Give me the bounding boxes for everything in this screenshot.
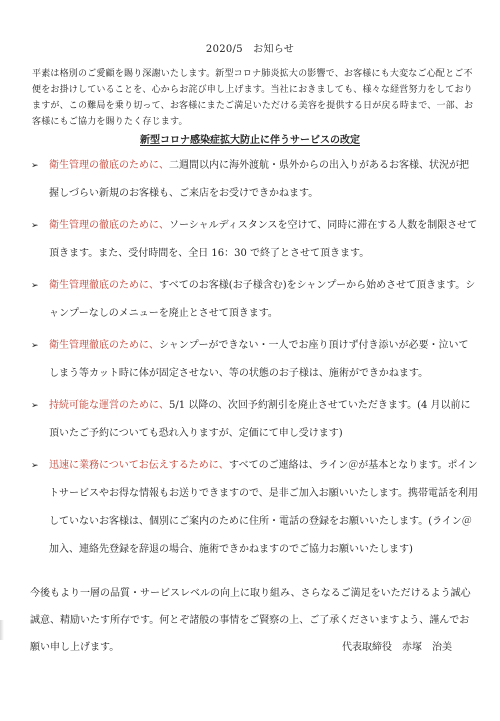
item-lead: 衛生管理徹底のために、 bbox=[49, 280, 159, 291]
item-body: すべてのご連絡は、ライン＠が基本となります。ポイントサービスやお得な情報もお送りできますので、是非ご加入お願いいたします。携帯電話を利用していないお客様は、個別にご案内のために住所・電話の登録をお願いいたします。(ライン＠加入、連絡先登録を辞退の場合、施術できかねますのでご協力お願いいたします) bbox=[49, 460, 478, 555]
item-body: 5/1 以降の、次回予約割引を廃止させていただきます。(4 月以前に頂いたご予約についても恐れ入りますが、定価にて申し受けます) bbox=[49, 400, 471, 439]
item-lead: 衛生管理の徹底のために、 bbox=[49, 160, 169, 171]
service-change-list bbox=[30, 152, 478, 568]
item-body: ソーシャルディスタンスを空けて、同時に滞在する人数を制限させて頂きます。また、受付時間を、全日 16：30 で終了とさせて頂きます。 bbox=[49, 220, 478, 259]
item-lead: 衛生管理徹底のために、 bbox=[49, 340, 159, 351]
list-item bbox=[30, 332, 478, 388]
arrow-bullet-icon: ➢ bbox=[31, 161, 39, 171]
item-body: シャンプーができない・一人でお座り頂けず付き添いが必要・泣いてしまう等カット時に体が固定させない、等の状態のお子様は、施術ができかねます。 bbox=[49, 340, 469, 379]
item-lead: 迅速に業務についてお伝えするために、 bbox=[49, 460, 229, 471]
arrow-bullet-icon: ➢ bbox=[31, 461, 39, 471]
item-body: すべてのお客様(お子様含む)をシャンプーから始めさせて頂きます。シャンプーなしのメニューを廃止とさせて頂きます。 bbox=[49, 280, 476, 319]
item-body: 二週間以内に海外渡航・県外からの出入りがあるお客様、状況が把握しづらい新規のお客様も、ご来店をお受けできかねます。 bbox=[49, 160, 469, 199]
arrow-bullet-icon: ➢ bbox=[31, 401, 39, 411]
list-item bbox=[30, 392, 478, 448]
notice-date-title: 2020/5 お知らせ bbox=[205, 44, 295, 55]
list-item bbox=[30, 212, 478, 268]
arrow-bullet-icon: ➢ bbox=[31, 221, 39, 231]
item-lead: 衛生管理の徹底のために、 bbox=[49, 220, 169, 231]
arrow-bullet-icon: ➢ bbox=[31, 281, 39, 291]
section-heading bbox=[0, 131, 500, 146]
section-heading-text: 新型コロナ感染症拡大防止に伴うサービスの改定 bbox=[140, 135, 360, 146]
list-item bbox=[30, 272, 478, 328]
arrow-bullet-icon: ➢ bbox=[31, 341, 39, 351]
closing-paragraph: 今後もより一層の品質・サービスレベルの向上に取り組み、さらなるご満足をいただけるよう誠心誠意、精励いたす所存です。何とぞ諸般の事情をご賢察の上、ご了承くださいますよう、謹んでお願い申し上げます。 bbox=[30, 588, 471, 653]
signature-line: 代表取締役 赤塚 治美 bbox=[342, 642, 452, 653]
item-lead: 持続可能な運営のために、 bbox=[49, 400, 169, 411]
list-item bbox=[30, 452, 478, 564]
intro-paragraph: 平素は格別のご愛顧を賜り深謝いたします。新型コロナ肺炎拡大の影響で、お客様にも大変なご心配とご不便をお掛けしていることを、心からお詫び申し上げます。当社におきましても、様々な経営努力をしておりますが、この難局を乗り切って、お客様にまたご満足いただける美容を提供する日が戻る時まで、一部、お客様にもご協力を賜りたく存じます。 bbox=[32, 69, 474, 127]
list-item bbox=[30, 152, 478, 208]
